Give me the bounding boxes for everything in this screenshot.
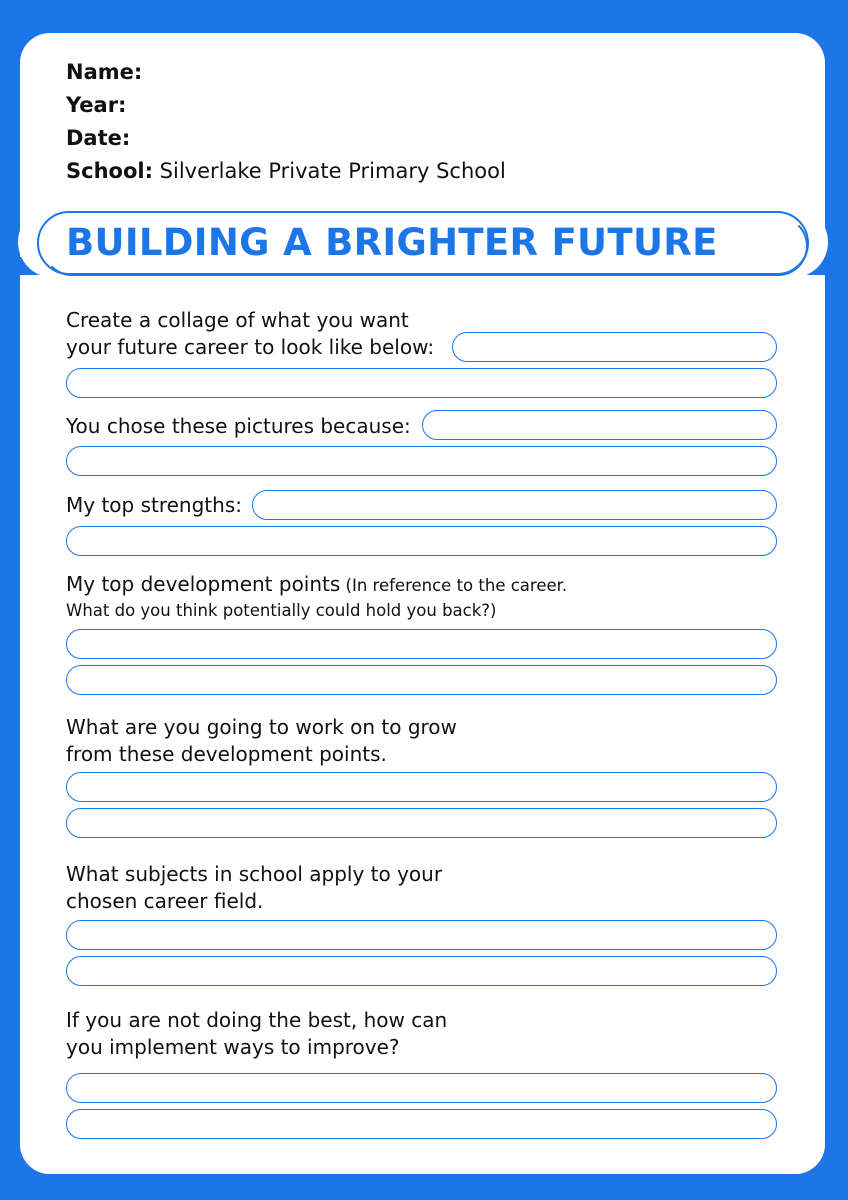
question-improve-line1: If you are not doing the best, how can xyxy=(66,1008,448,1032)
answer-field-grow-1[interactable] xyxy=(66,772,777,802)
question-pictures xyxy=(66,413,411,440)
question-development-main: My top development points xyxy=(66,572,341,596)
question-development-sub: What do you think potentially could hold you back?) xyxy=(66,601,497,620)
question-development xyxy=(66,571,567,623)
name-label: Name: xyxy=(66,60,143,84)
question-collage-line2: your future career to look like below: xyxy=(66,335,435,359)
question-strengths-text: My top strengths: xyxy=(66,493,242,517)
student-info xyxy=(66,56,506,188)
year-label: Year: xyxy=(66,93,127,117)
answer-field-pictures-2[interactable] xyxy=(66,446,777,476)
school-label: School: xyxy=(66,159,153,183)
answer-field-collage-1[interactable] xyxy=(452,332,777,362)
question-development-note: (In reference to the career. xyxy=(340,576,568,595)
question-grow-line2: from these development points. xyxy=(66,742,387,766)
question-collage xyxy=(66,307,434,361)
question-grow xyxy=(66,714,457,768)
question-subjects xyxy=(66,861,442,915)
answer-field-subjects-1[interactable] xyxy=(66,920,777,950)
answer-field-pictures-1[interactable] xyxy=(422,410,777,440)
answer-field-development-2[interactable] xyxy=(66,665,777,695)
page-title: BUILDING A BRIGHTER FUTURE xyxy=(66,221,718,264)
answer-field-strengths-2[interactable] xyxy=(66,526,777,556)
date-label: Date: xyxy=(66,126,131,150)
question-improve xyxy=(66,1007,447,1061)
answer-field-improve-1[interactable] xyxy=(66,1073,777,1103)
school-row xyxy=(66,155,506,188)
date-row xyxy=(66,122,506,155)
answer-field-strengths-1[interactable] xyxy=(252,490,777,520)
question-strengths xyxy=(66,492,242,519)
school-value: Silverlake Private Primary School xyxy=(152,159,506,183)
question-pictures-text: You chose these pictures because: xyxy=(66,414,411,438)
year-row xyxy=(66,89,506,122)
question-grow-line1: What are you going to work on to grow xyxy=(66,715,457,739)
question-subjects-line1: What subjects in school apply to your xyxy=(66,862,443,886)
question-improve-line2: you implement ways to improve? xyxy=(66,1035,400,1059)
question-collage-line1: Create a collage of what you want xyxy=(66,308,409,332)
answer-field-subjects-2[interactable] xyxy=(66,956,777,986)
question-subjects-line2: chosen career field. xyxy=(66,889,264,913)
answer-field-collage-2[interactable] xyxy=(66,368,777,398)
answer-field-improve-2[interactable] xyxy=(66,1109,777,1139)
answer-field-grow-2[interactable] xyxy=(66,808,777,838)
answer-field-development-1[interactable] xyxy=(66,629,777,659)
name-row xyxy=(66,56,506,89)
